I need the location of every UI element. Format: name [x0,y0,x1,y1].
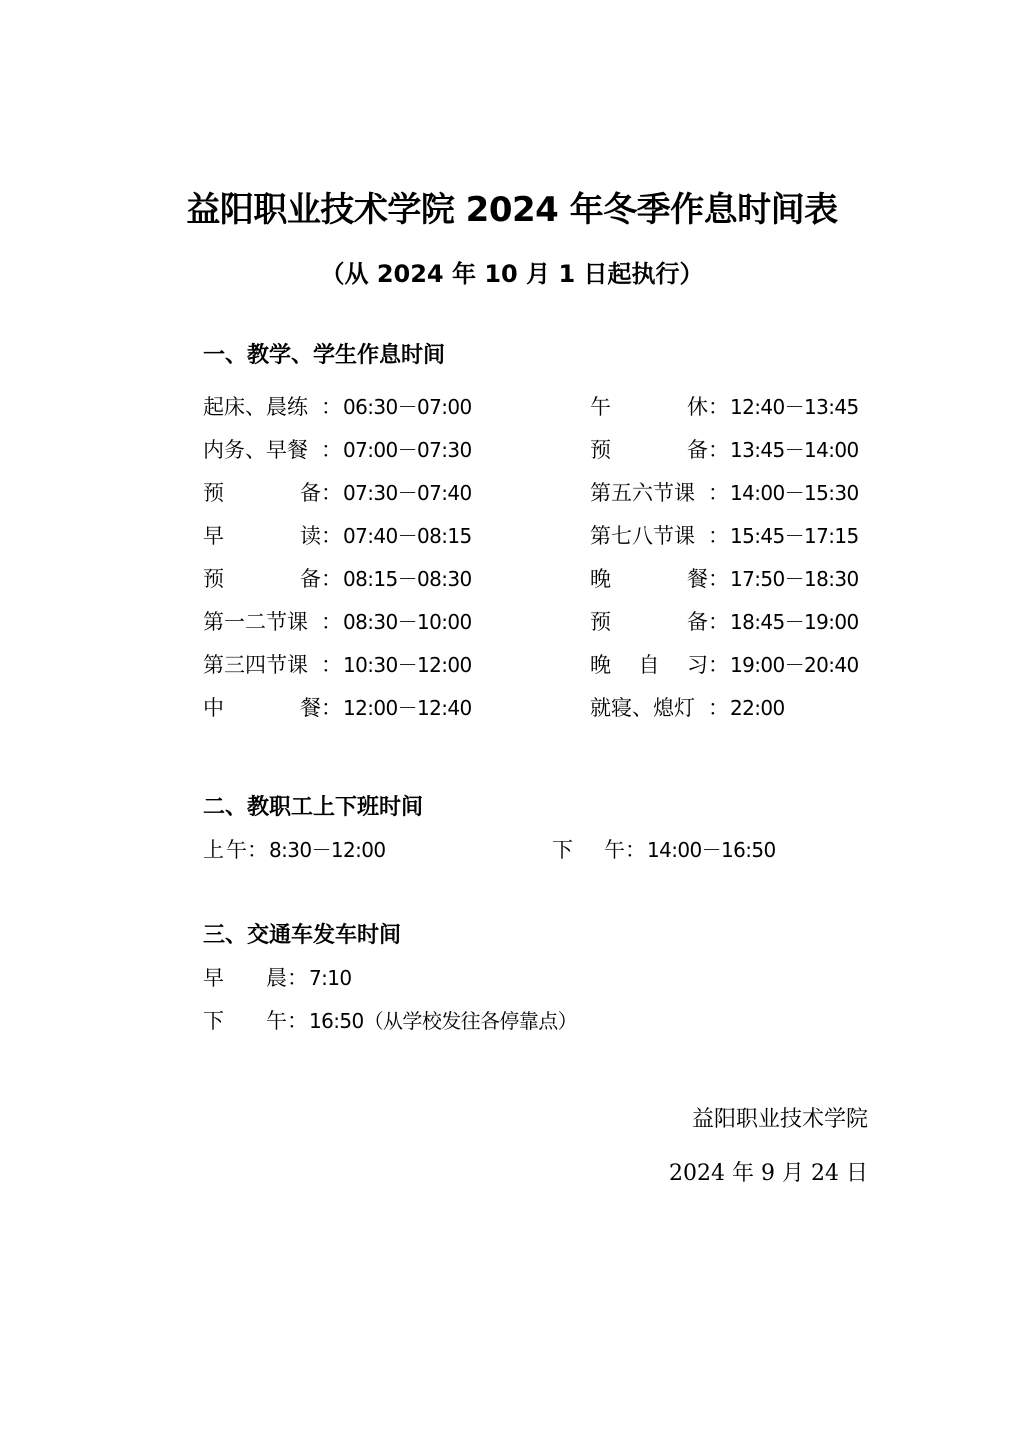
schedule-row [590,649,859,679]
shuttle-afternoon-label: 下 午 [203,1009,287,1033]
schedule-time: 17:50－18:30 [730,567,859,591]
colon: ： [708,567,729,591]
schedule-row [203,692,472,722]
section-heading-staff-hours: 二、教职工上下班时间 [203,795,424,820]
schedule-row [203,649,472,679]
shuttle-afternoon-time: 16:50（从学校发往各停靠点） [309,1009,578,1033]
schedule-row [590,563,859,593]
colon: ： [321,438,342,462]
schedule-label: 早 读 [203,524,321,548]
schedule-time: 07:00－07:30 [343,438,472,462]
page-subtitle: （从 2024 年 10 月 1 日起执行） [320,260,704,288]
schedule-label: 第三四节课 [203,653,308,677]
section-heading-student-schedule: 一、教学、学生作息时间 [203,343,446,368]
staff-afternoon-label: 下 午 [552,838,625,862]
shuttle-afternoon-row [203,1005,577,1035]
schedule-label: 晚 餐 [590,567,708,591]
signature-org: 益阳职业技术学院 [691,1107,868,1132]
shuttle-morning-label: 早 晨 [203,966,287,990]
page-title: 益阳职业技术学院 2024 年冬季作息时间表 [186,190,838,230]
staff-morning-label: 上 午 [203,838,247,862]
colon: ： [708,395,729,419]
colon: ： [321,653,342,677]
schedule-time: 07:40－08:15 [343,524,472,548]
colon: ： [625,838,646,862]
colon: ： [287,966,308,990]
schedule-row [203,477,472,507]
schedule-label: 第一二节课 [203,610,308,634]
schedule-row [590,520,859,550]
colon: ： [247,838,268,862]
schedule-label: 预 备 [590,438,708,462]
schedule-time: 08:15－08:30 [343,567,472,591]
schedule-time: 08:30－10:00 [343,610,472,634]
signature-date: 2024 年 9 月 24 日 [669,1161,868,1186]
schedule-time: 07:30－07:40 [343,481,472,505]
colon: ： [321,481,342,505]
section-heading-shuttle: 三、交通车发车时间 [203,923,402,948]
schedule-row [590,606,859,636]
schedule-row [590,477,859,507]
shuttle-morning-row [203,962,352,992]
schedule-label: 起床、晨练 [203,395,308,419]
colon: ： [708,524,729,548]
schedule-time: 12:00－12:40 [343,696,472,720]
schedule-time: 10:30－12:00 [343,653,472,677]
schedule-label: 就寝、熄灯 [590,696,695,720]
colon: ： [321,567,342,591]
schedule-row [590,692,785,722]
schedule-label: 第五六节课 [590,481,695,505]
schedule-label: 午 休 [590,395,708,419]
schedule-row [203,434,472,464]
colon: ： [708,438,729,462]
schedule-row [590,391,859,421]
schedule-time: 18:45－19:00 [730,610,859,634]
schedule-label: 预 备 [203,481,321,505]
shuttle-morning-time: 7:10 [309,966,352,990]
colon: ： [708,610,729,634]
colon: ： [708,653,729,677]
schedule-time: 13:45－14:00 [730,438,859,462]
staff-afternoon-time: 14:00－16:50 [647,838,776,862]
colon: ： [321,395,342,419]
schedule-time: 22:00 [730,696,785,720]
schedule-label: 中 餐 [203,696,321,720]
schedule-label: 预 备 [590,610,708,634]
schedule-label: 晚 自 习 [590,653,708,677]
schedule-row [203,563,472,593]
schedule-time: 15:45－17:15 [730,524,859,548]
schedule-row [590,434,859,464]
schedule-label: 第七八节课 [590,524,695,548]
schedule-row [203,391,472,421]
colon: ： [708,696,729,720]
staff-morning-row [203,834,386,864]
colon: ： [287,1009,308,1033]
schedule-time: 14:00－15:30 [730,481,859,505]
schedule-time: 12:40－13:45 [730,395,859,419]
colon: ： [321,610,342,634]
colon: ： [708,481,729,505]
staff-afternoon-row [552,834,776,864]
schedule-time: 06:30－07:00 [343,395,472,419]
schedule-time: 19:00－20:40 [730,653,859,677]
colon: ： [321,524,342,548]
staff-morning-time: 8:30－12:00 [269,838,386,862]
schedule-row [203,520,472,550]
colon: ： [321,696,342,720]
schedule-label: 内务、早餐 [203,438,308,462]
schedule-row [203,606,472,636]
schedule-label: 预 备 [203,567,321,591]
